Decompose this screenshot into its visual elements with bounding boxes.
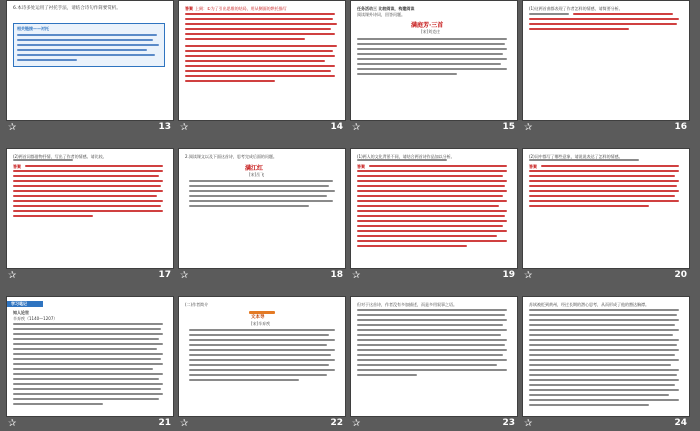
slide-card[interactable] [7, 297, 173, 430]
slide-number: 20 [674, 270, 687, 280]
slide-card[interactable] [7, 149, 173, 282]
slide-thumbnail[interactable] [523, 149, 689, 268]
slide-heading: (2)两首词都借物抒情，写出了作者的情感。请比较。 [13, 154, 107, 159]
slide-thumbnail[interactable] [179, 149, 345, 268]
slide-card[interactable] [523, 149, 689, 282]
slide-number: 17 [158, 270, 171, 280]
slide-number: 18 [330, 270, 343, 280]
slide-heading: 2.阅读课文以及下面这首诗，思考完成后面的问题。 [185, 154, 277, 159]
star-icon[interactable]: ✰ [180, 418, 189, 429]
slide-thumbnail[interactable] [179, 1, 345, 120]
slide-number: 21 [158, 418, 171, 428]
poem-author: [宋]辛弃疾 [251, 321, 271, 326]
answer-label: 答案 [185, 6, 193, 11]
note-box-title: 相关链接——衬托 [17, 26, 49, 31]
slide-thumbnail[interactable] [351, 149, 517, 268]
slide-thumbnail[interactable] [179, 297, 345, 416]
slide-thumbnail[interactable] [351, 297, 517, 416]
slide-heading: 知人论世 [13, 310, 29, 315]
star-icon[interactable]: ✰ [352, 270, 361, 281]
star-icon[interactable]: ✰ [180, 122, 189, 133]
slide-subheading: 辛弃疾（1140—1207） [13, 316, 58, 321]
slide-thumbnail[interactable] [523, 1, 689, 120]
answer-label: 答案 [529, 164, 537, 169]
poem-title: 满江红 [245, 165, 264, 172]
slide-number: 14 [330, 122, 343, 132]
slide-number: 15 [502, 122, 515, 132]
poem-author: [宋]刘克庄 [421, 29, 441, 34]
slide-thumbnail[interactable] [523, 297, 689, 416]
section-label: 学习笔记 [11, 301, 27, 306]
star-icon[interactable]: ✰ [180, 270, 189, 281]
star-icon[interactable]: ✰ [524, 418, 533, 429]
slide-heading: (1)这两首曲都表现了作者怎样的情感，请简要分析。 [529, 6, 623, 11]
slide-heading: (1)两人的文化背景不同，请结合两首诗作品加以分析。 [357, 154, 455, 159]
slide-heading: 6.本诗多处运用了衬托手法，请结合诗句作简要赏析。 [13, 6, 121, 11]
slide-heading: 苏轼被贬到黄州，经过长期的潜心思考，从而形成了他的豁达胸襟。 [529, 302, 649, 307]
star-icon[interactable]: ✰ [8, 418, 17, 429]
answer-label: 答案 [357, 164, 365, 169]
slide-card[interactable] [179, 1, 345, 134]
slide-number: 13 [158, 122, 171, 132]
slide-thumbnail[interactable] [351, 1, 517, 120]
slide-number: 23 [502, 418, 515, 428]
slide-number: 16 [674, 122, 687, 132]
slide-heading: 任务活动三 比较阅读，构建阅读 [357, 6, 415, 11]
slide-heading: (二)作者简介 [185, 302, 209, 307]
star-icon[interactable]: ✰ [524, 122, 533, 133]
slide-card[interactable] [523, 297, 689, 430]
slide-card[interactable] [351, 149, 517, 282]
slide-heading: 上阕：①为了引出思维的结局，用从侧面的烘托描写 [195, 6, 287, 11]
slide-thumbnail[interactable] [7, 297, 173, 416]
poem-title: 满庭芳·三首 [411, 22, 444, 29]
slide-card[interactable] [351, 297, 517, 430]
slide-card[interactable] [523, 1, 689, 134]
star-icon[interactable]: ✰ [352, 418, 361, 429]
slide-card[interactable] [351, 1, 517, 134]
slide-number: 22 [330, 418, 343, 428]
slide-heading: 但对于这首诗，作者没有多加描述，而是多用叙事之语。 [357, 302, 457, 307]
star-icon[interactable]: ✰ [524, 270, 533, 281]
slide-number: 24 [674, 418, 687, 428]
star-icon[interactable]: ✰ [352, 122, 361, 133]
slide-subheading: 阅读课外诗词，回答问题。 [357, 12, 405, 17]
slide-thumbnail[interactable] [7, 1, 173, 120]
slide-thumbnail[interactable] [7, 149, 173, 268]
note-box [13, 23, 165, 67]
poem-author: [宋]岳飞 [249, 172, 265, 177]
answer-label: 答案 [13, 164, 21, 169]
slide-number: 19 [502, 270, 515, 280]
slide-card[interactable] [179, 297, 345, 430]
poem-title: 文本导 [251, 315, 265, 320]
slide-card[interactable] [7, 1, 173, 134]
star-icon[interactable]: ✰ [8, 122, 17, 133]
star-icon[interactable]: ✰ [8, 270, 17, 281]
slide-heading: (2)词中都写了哪些意象，请说说表达了怎样的情感。 [529, 154, 623, 159]
slide-card[interactable] [179, 149, 345, 282]
